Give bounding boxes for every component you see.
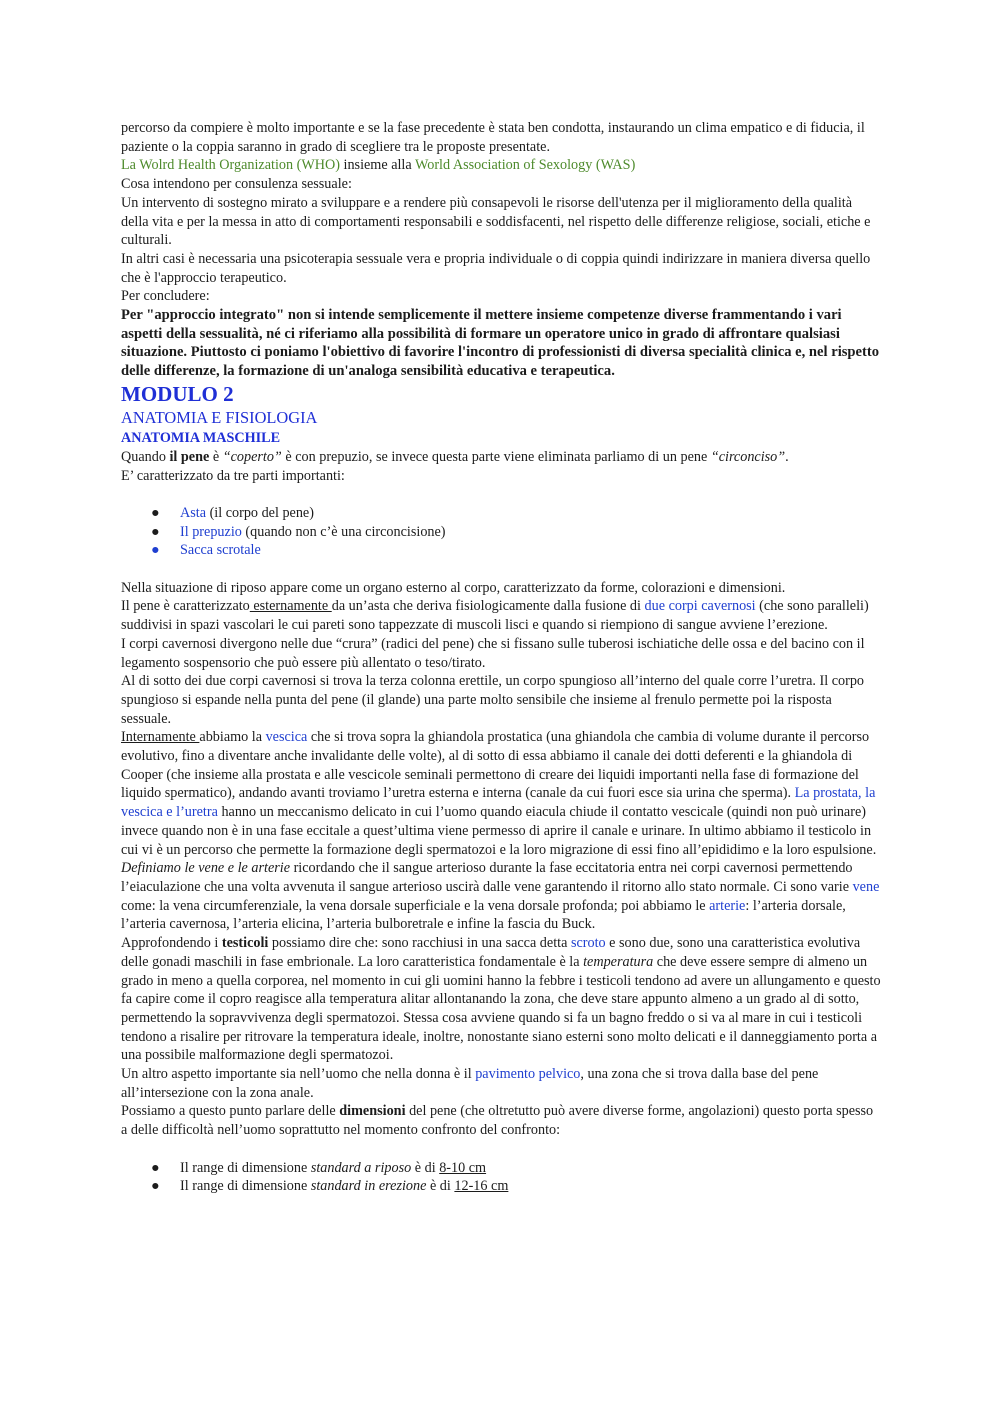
part-term-prepuzio[interactable]: Il prepuzio bbox=[180, 523, 242, 540]
vescica-link[interactable]: vescica bbox=[265, 729, 308, 746]
tre-parti-line: E’ caratterizzato da tre parti importanti: bbox=[121, 467, 345, 484]
bullet-icon: ● bbox=[151, 1178, 160, 1195]
list-item: ● Il prepuzio (quando non c’è una circoncisione) bbox=[151, 523, 446, 540]
who-link[interactable]: La Wolrd Health Organization (WHO) bbox=[121, 157, 340, 174]
quando-paragraph: Quando il pene è “coperto” è con prepuzio, se invece questa parte viene eliminata parliamo di un pene “circonciso”. bbox=[121, 448, 789, 465]
conclusion-label: Per concludere: bbox=[121, 288, 210, 305]
section-heading: ANATOMIA MASCHILE bbox=[121, 429, 281, 446]
part-term-sacca[interactable]: Sacca scrotale bbox=[180, 542, 261, 559]
approccio-integrato-paragraph: Per "approccio integrato" non si intende semplicemente il mettere insieme competenze diverse frammentando i vari aspetti della sessualità, né ci riferiamo alla possibilità di formare un operatore unico in grado di affrontare qualsiasi situazione. Piuttosto ci poniamo l'obiettivo di favorire l'incontro di professionisti di diversa specialità clinica e, nel rispetto delle differenze, la formazione di un'analoga sensibilità educativa e terapeutica. bbox=[121, 307, 880, 380]
module-subtitle: ANATOMIA E FISIOLOGIA bbox=[121, 407, 318, 427]
was-link[interactable]: World Association of Sexology (WAS) bbox=[414, 157, 636, 174]
list-item: ● Il range di dimensione standard a riposo è di 8-10 cm bbox=[151, 1159, 487, 1176]
part-term-asta[interactable]: Asta bbox=[180, 504, 207, 521]
vene-link[interactable]: vene bbox=[852, 878, 880, 895]
pavimento-paragraph: Un altro aspetto importante sia nell’uomo che nella donna è il pavimento pelvico, una zona che si trova dalla base del pene all’intersezione con la zona anale. bbox=[121, 1066, 819, 1101]
document-page bbox=[121, 119, 881, 1196]
esternamente-paragraph: Il pene è caratterizzato esternamente da un’asta che deriva fisiologicamente dalla fusione di due corpi cavernosi (che sono paralleli) suddivisi in spazi vascolari le cui pareti sono tappezzate di muscoli lisci e quando si riempiono di sangue avviene l’erezione. bbox=[121, 598, 869, 634]
consulenza-question: Cosa intendono per consulenza sessuale: bbox=[121, 176, 352, 193]
testicoli-paragraph: Approfondendo i testicoli possiamo dire che: sono racchiusi in una sacca detta scroto e sono due, sono una caratteristica evolutiva delle gonadi maschili in fase embrionale. La loro caratteristica fondamentale è la temperatura che deve essere sempre di almeno un grado in meno a quella corporea, nel momento in cui gli uomini hanno la febbre i testicoli tendono ad avere un allungamento e questo fa capire come il copro reagisce alla temperatura alitar allontanando la zona, che deve stare appunto almeno a un grado al di sotto, permettendo la sopravvivenza degli spermatozoi. Stessa cosa avviene quando si fa un bagno freddo o si va al mare in cui i testicoli tendono a risalire per ritrovare la temperatura ideale, inoltre, nonostante siano esterni sono molto delicati e il danneggiamento porta a una possibile malformazione degli spermatozoi. bbox=[121, 935, 881, 1064]
parts-list bbox=[121, 504, 881, 560]
intro-paragraph: percorso da compiere è molto importante e se la fase precedente è stata ben condotta, instaurando un clima empatico e di fiducia, il paziente o la coppia saranno in grado di scegliere tra le proposte presentate. bbox=[121, 120, 865, 155]
bullet-icon: ● bbox=[151, 542, 160, 559]
list-item: ● Il range di dimensione standard in erezione è di 12-16 cm bbox=[151, 1178, 509, 1195]
internamente-paragraph: Internamente abbiamo la vescica che si trova sopra la ghiandola prostatica (una ghiandola che cambia di volume durante il percorso evolutivo, fino a diventare anche invalidante delle volte), al di sotto di essa abbiamo il canale dei dotti deferenti e la ghiandola di Cooper (che insieme alla prostata e alle vescicole seminali permettono di creare dei liquidi importanti nella fase di formazione del liquido spermatico), andando avanti troviamo l’uretra esterna e interna (canale da cui fuori esce sia urina che sperma). La prostata, la vescica e l’uretra hanno un meccanismo delicato in cui l’uomo quando eiacula chiude il contatto vescicale (quindi non può urinare) invece quando non è in una fase eccitale a quest’ultima viene permesso di aprire il canale e urinare. In ultimo abbiamo il testicolo in cui vi è un percorso che permette la formazione degli spermatozoi e la loro migrazione di essi fino all’epididimo e la loro espulsione. bbox=[121, 729, 877, 858]
size-erezione-value: 12-16 cm bbox=[454, 1178, 509, 1195]
list-item bbox=[121, 541, 881, 560]
list-item: ● Asta (il corpo del pene) bbox=[151, 504, 314, 521]
vene-arterie-paragraph: Definiamo le vene e le arterie ricordando che il sangue arterioso durante la fase eccitatoria entra nei corpi cavernosi permettendo l’eiaculazione che una volta avvenuta il sangue arterioso uscirà dalle vene garantendo il ritorno allo stato normale. Ci sono varie vene come: la vena circumferenziale, la vena dorsale superficiale e la vena dorsale profonda; poi abbiamo le arterie: l’arteria dorsale, l’arteria cavernosa, l’arteria elicina, l’arteria bulboretrale e infine la fascia du Buck. bbox=[121, 860, 880, 933]
module-title: MODULO 2 bbox=[121, 381, 234, 406]
dimensioni-paragraph: Possiamo a questo punto parlare delle dimensioni del pene (che oltretutto può avere diverse forme, angolazioni) questo porta spesso a delle difficoltà nell’uomo soprattutto nel momento confronto del confronto: bbox=[121, 1103, 874, 1139]
prostata-link[interactable]: La prostata, la vescica e l’uretra bbox=[121, 785, 876, 821]
pavimento-link[interactable]: pavimento pelvico bbox=[475, 1066, 581, 1083]
consulenza-definition: Un intervento di sostegno mirato a sviluppare e a rendere più consapevoli le risorse dell'utenza per il miglioramento della qualità della vita e per la messa in atto di comportamenti responsabili e soddisfacenti, nel rispetto delle differenze religiose, sociali, etiche e culturali. bbox=[121, 194, 871, 249]
bullet-icon: ● bbox=[151, 504, 160, 521]
psicoterapia-paragraph: In altri casi è necessaria una psicoterapia sessuale vera e propria individuale o di coppia quindi indirizzare in maniera diversa quello che è l'approccio terapeutico. bbox=[121, 250, 871, 286]
scroto-link[interactable]: scroto bbox=[570, 935, 606, 952]
bullet-icon: ● bbox=[151, 523, 160, 540]
sizes-list bbox=[121, 1159, 881, 1196]
size-riposo-value: 8-10 cm bbox=[439, 1159, 487, 1176]
bullet-icon: ● bbox=[151, 1159, 160, 1176]
riposo-paragraph: Nella situazione di riposo appare come un organo esterno al corpo, caratterizzato da forme, colorazioni e dimensioni. bbox=[121, 579, 786, 596]
corpi-cavernosi-link[interactable]: due corpi cavernosi bbox=[644, 598, 756, 615]
spongioso-paragraph: Al di sotto dei due corpi cavernosi si trova la terza colonna erettile, un corpo spungioso all’interno del quale corre l’uretra. Il corpo spungioso si espande nella punta del pene (il glande) una parte molto sensibile che insieme al frenulo permette poi la risposta sessuale. bbox=[121, 673, 865, 727]
arterie-link[interactable]: arterie bbox=[709, 897, 746, 914]
crura-paragraph: I corpi cavernosi divergono nelle due “crura” (radici del pene) che si fissano sulle tuberosi ischiatiche delle ossa e del bacino con il legamento sospensorio che può essere più allentato o teso/tirato. bbox=[121, 635, 865, 671]
organizations-line: La Wolrd Health Organization (WHO) insieme alla World Association of Sexology (WAS) bbox=[121, 157, 636, 174]
